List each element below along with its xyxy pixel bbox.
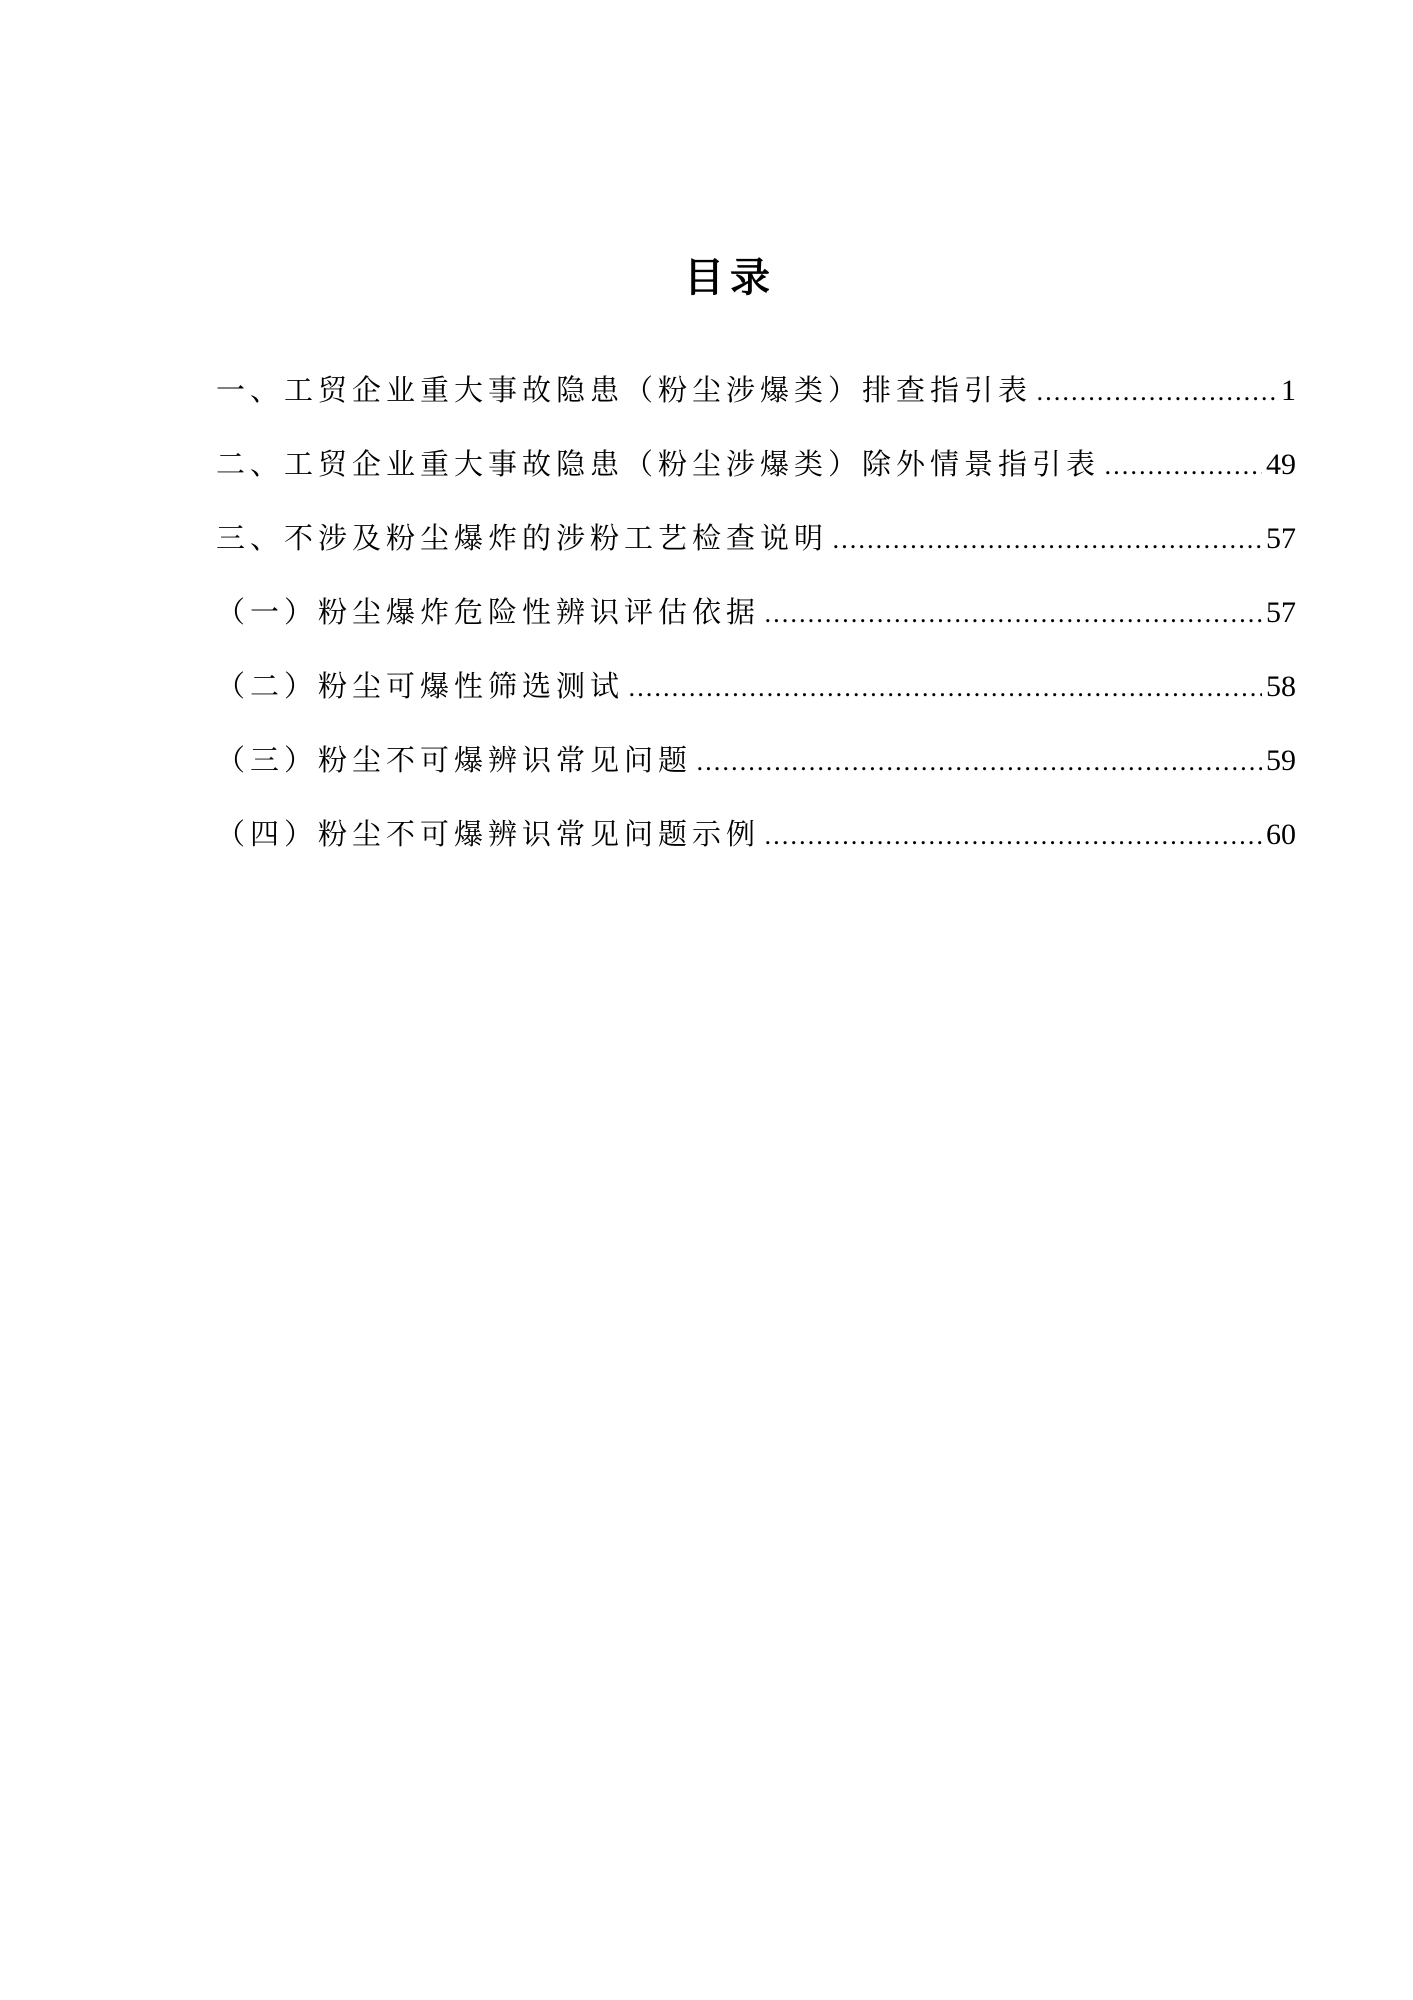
toc-entry-page: 57	[1266, 522, 1296, 555]
toc-entry[interactable]	[216, 368, 1296, 412]
toc-entry[interactable]	[216, 812, 1296, 856]
toc-entry[interactable]	[216, 516, 1296, 560]
toc-entry-label: （三）粉尘不可爆辨识常见问题	[216, 743, 693, 777]
toc-entry-label: （二）粉尘可爆性筛选测试	[216, 669, 625, 703]
toc-dot-leader	[764, 814, 1262, 858]
toc-title: 目录	[684, 255, 776, 301]
toc-entry-label: 三、不涉及粉尘爆炸的涉粉工艺检查说明	[216, 521, 829, 555]
toc-entry-label: 二、工贸企业重大事故隐患（粉尘涉爆类）除外情景指引表	[216, 447, 1101, 481]
toc-dot-leader	[764, 592, 1262, 636]
toc-entry-page: 60	[1266, 818, 1296, 851]
toc-dot-leader	[832, 518, 1262, 562]
toc-entry-label: （四）粉尘不可爆辨识常见问题示例	[216, 817, 761, 851]
toc-entry-page: 1	[1281, 374, 1296, 407]
toc-dot-leader	[628, 666, 1262, 710]
toc-entry[interactable]	[216, 738, 1296, 782]
toc-entry-label: （一）粉尘爆炸危险性辨识评估依据	[216, 595, 761, 629]
toc-entry-page: 58	[1266, 670, 1296, 703]
toc-entry[interactable]	[216, 442, 1296, 486]
toc-dot-leader	[696, 740, 1262, 784]
toc-dot-leader	[1104, 444, 1262, 488]
toc-entry-page: 57	[1266, 596, 1296, 629]
toc-entry-page: 59	[1266, 744, 1296, 777]
toc-dot-leader	[1036, 370, 1277, 414]
toc-entry[interactable]	[216, 664, 1296, 708]
toc-entry-page: 49	[1266, 448, 1296, 481]
toc-entry[interactable]	[216, 590, 1296, 634]
toc-entry-label: 一、工贸企业重大事故隐患（粉尘涉爆类）排查指引表	[216, 373, 1033, 407]
